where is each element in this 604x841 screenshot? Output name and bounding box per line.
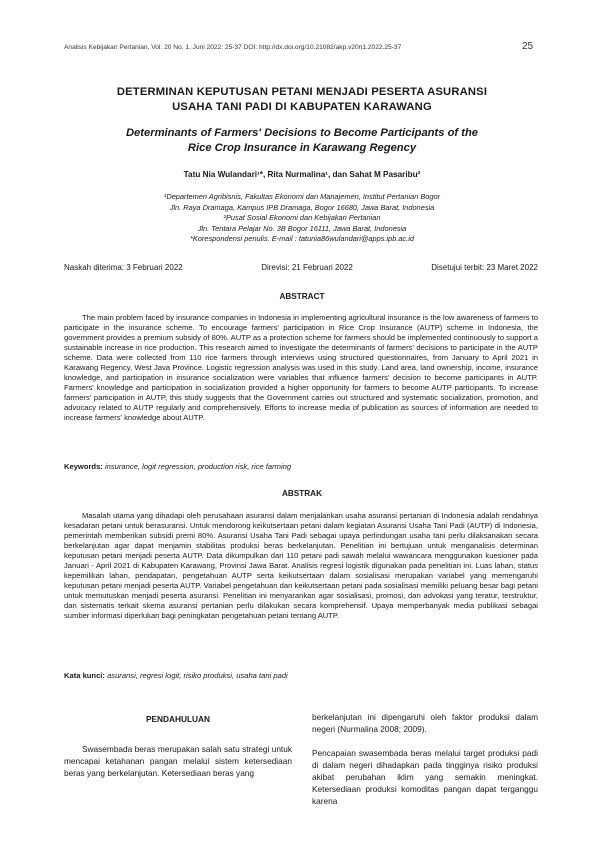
page-number: 25 xyxy=(522,41,534,52)
affiliation-line: ¹Departemen Agribisnis, Fakultas Ekonomi dan Manajemen, Institut Pertanian Bogor xyxy=(163,192,441,201)
english-title xyxy=(60,126,544,156)
abstract-text: The main problem faced by insurance companies in Indonesia in implementing agricultural insurance is the low awareness of farmers to participate in the insurance scheme. To encourage farmers' participation in Rice Crop Insurance (AUTP) scheme in Indonesia, the government provides a premium subsidy of 80%. AUTP as a protection scheme for farmers should be implemented continuously to support a sustainable increase in rice production. This research aimed to investigate the determinants of farmers' decisions to participate in the AUTP scheme. Data were collected from 110 rice farmers through interviews using structured questionnaires, from January to April 2021 in Karawang Regency, West Java Province. Logistic regression analysis was used in this study. Land area, land ownership, income, insurance knowledge, and participation in insurance socialization were variables that influence farmers' decision to become participants in AUTP. Farmers' knowledge and participation in socialization provided a higher opportunity for farmers to become AUTP participants. To increase farmers' participation in AUTP, this study suggests that the Government carries out structured and systematic socialization, promotion, and advocacy related to AUTP regularly and comprehensively. Efforts to increase media of publication as sources of information are needed to increase farmers' knowledge about AUTP. xyxy=(64,313,538,422)
abstract-heading: ABSTRACT xyxy=(279,292,325,301)
abstrak-text: Masalah utama yang dihadapi oleh perusahaan asuransi dalam menjalankan usaha asuransi pertanian di Indonesia adalah rendahnya kesadaran petani untuk berasuransi. Untuk mendorong keikutsertaan petani dalam kegiatan Asuransi Usaha Tani Padi (AUTP) di Indonesia, pemerintah memberikan subsidi premi 80%. Asuransi Usaha Tani Padi sebagai upaya perlindungan usaha tani perlu dilaksanakan secara berkelanjutan agar dapat menjamin stabilitas produksi beras berkelanjutan. Penelitian ini bertujuan untuk menganalisis determinan keputusan petani menjadi peserta AUTP. Data dikumpulkan dari 110 petani padi sawah melalui wawancara menggunakan kuesioner pada Januari - April 2021 di Kabupaten Karawang, Provinsi Jawa Barat. Analisis regresi logistik digunakan pada penelitian ini. Luas lahan, status kepemilikan lahan, pendapatan, pengetahuan AUTP serta keikutsertaan dalam sosialisasi merupakan variabel yang memengaruhi keputusan petani menjadi peserta AUTP. Variabel pengetahuan dan keikutsertaan petani pada sosialisasi memiliki peluang besar bagi petani untuk memutuskan menjadi peserta asuransi. Penelitian ini menyarankan agar sosialisasi, promosi, dan advokasi yang teratur, terstruktur, dan sistematis terkait skema asuransi pertanian perlu dilakukan secara komprehensif. Upaya memperbanyak media publikasi sebagai sumber informasi diperlukan bagi peningkatan pengetahuan petani tentang AUTP. xyxy=(64,511,538,620)
date-accepted: Disetujui terbit: 23 Maret 2022 xyxy=(431,263,538,272)
manuscript-dates xyxy=(64,263,538,272)
kata-kunci-list: asuransi, regresi logit, risiko produksi, usaha tani padi xyxy=(107,671,288,680)
date-revised: Direvisi: 21 Februari 2022 xyxy=(261,263,353,272)
paper-title xyxy=(60,85,544,115)
paper-title-line1: DETERMINAN KEPUTUSAN PETANI MENJADI PESERTA ASURANSI xyxy=(116,86,488,98)
author-list: Tatu Nia Wulandari¹*, Rita Nurmalina¹, dan Sahat M Pasaribu² xyxy=(183,170,421,179)
body-left-column: Swasembada beras merupakan salah satu strategi untuk mencapai ketahanan pangan melalui sistem ketersediaan beras yang berkelanjutan. Ketersediaan beras yang xyxy=(64,744,292,778)
date-received: Naskah diterima: 3 Februari 2022 xyxy=(64,263,183,272)
kata-kunci-label: Kata kunci: xyxy=(64,671,105,680)
body-right-column-paragraph: Pencapaian swasembada beras melalui target produksi padi di dalam negeri dihadapkan pada tingginya risiko produksi akibat perubahan iklim yang semakin meningkat. Ketersediaan produksi komoditas pangan dapat terganggu karena xyxy=(312,748,538,806)
body-right-column-continued: berkelanjutan ini dipengaruhi oleh faktor produksi dalam negeri (Nurmalina 2008; 2009). xyxy=(312,712,538,734)
paper-title-line2: USAHA TANI PADI DI KABUPATEN KARAWANG xyxy=(172,101,432,113)
abstract-keywords xyxy=(64,462,538,471)
english-title-line1: Determinants of Farmers' Decisions to Become Participants of the xyxy=(125,127,479,139)
affiliation-line: ²Pusat Sosial Ekonomi dan Kebijakan Pertanian xyxy=(223,213,381,222)
affiliation-line: Jln. Tentara Pelajar No. 3B Bogor 16111, Jawa Barat, Indonesia xyxy=(197,223,407,233)
english-title-line2: Rice Crop Insurance in Karawang Regency xyxy=(187,142,417,154)
abstrak-heading: ABSTRAK xyxy=(281,489,323,498)
corresponding-author: *Korespondensi penulis. E-mail : tatunia86wulandari@apps.ipb.ac.id xyxy=(189,234,415,243)
section-heading-pendahuluan: PENDAHULUAN xyxy=(145,714,211,724)
affiliation-line: Jln. Raya Dramaga, Kampus IPB Dramaga, Bogor 16680, Jawa Barat, Indonesia xyxy=(169,202,435,212)
keywords-list: insurance, logit regression, production risk, rice farming xyxy=(104,462,292,471)
affiliations xyxy=(60,192,544,245)
abstrak-keywords xyxy=(64,671,538,680)
running-header: Analisis Kebijakan Pertanian, Vol. 20 No. 1, Juni 2022: 25-37 DOI: http://dx.doi.org/10.21082/akp.v20n1.2022.25-37 xyxy=(64,44,402,51)
keywords-label: Keywords: xyxy=(64,462,103,471)
